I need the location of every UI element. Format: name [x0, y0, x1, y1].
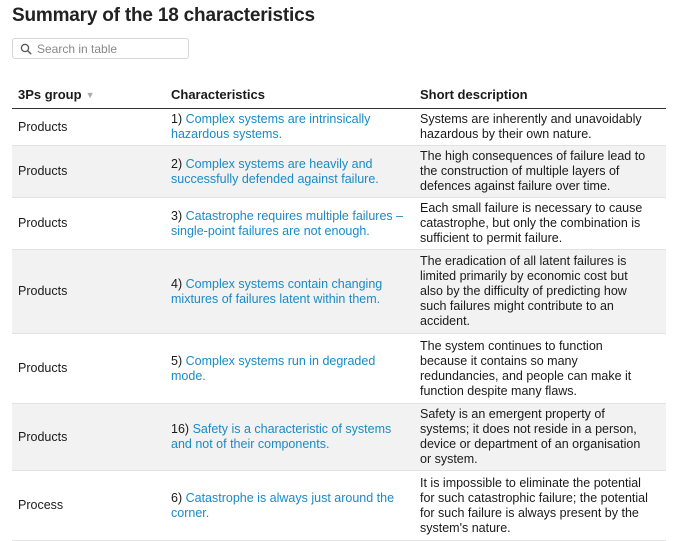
- characteristic-number: 3): [171, 208, 183, 223]
- page-title: Summary of the 18 characteristics: [12, 5, 315, 26]
- cell-description: [414, 471, 666, 541]
- table-row: [12, 471, 666, 541]
- column-header-description[interactable]: [414, 80, 666, 109]
- cell-description: [414, 334, 666, 404]
- cell-group: [12, 334, 165, 404]
- characteristic-link[interactable]: Complex systems are heavily and successfully defended against failure.: [171, 156, 379, 186]
- table-row: [12, 198, 666, 250]
- cell-group: [12, 109, 165, 146]
- cell-description: [414, 109, 666, 146]
- cell-characteristic: [165, 146, 414, 198]
- cell-characteristic: [165, 334, 414, 404]
- description-text: The eradication of all latent failures is limited primarily by economic cost but also by the difficulty of predicting how such failures might contribute to an accident.: [420, 254, 628, 328]
- table-row: [12, 404, 666, 471]
- column-header-label: Characteristics: [171, 86, 265, 102]
- table-header-row: [12, 80, 666, 109]
- group-text: Products: [18, 119, 68, 134]
- characteristic-link[interactable]: Complex systems run in degraded mode.: [171, 353, 376, 383]
- search-icon: [17, 40, 35, 58]
- characteristic-number: 2): [171, 156, 183, 171]
- cell-description: [414, 404, 666, 471]
- table-row: [12, 334, 666, 404]
- cell-characteristic: [165, 109, 414, 146]
- cell-group: [12, 404, 165, 471]
- cell-characteristic: [165, 250, 414, 334]
- column-header-label: Short description: [420, 86, 528, 102]
- column-header-label: 3Ps group: [18, 86, 82, 102]
- cell-group: [12, 146, 165, 198]
- description-text: Each small failure is necessary to cause catastrophe, but only the combination is sufficient to permit failure.: [420, 201, 643, 245]
- table-row: [12, 146, 666, 198]
- characteristics-table: [12, 80, 666, 541]
- group-text: Products: [18, 216, 68, 230]
- sort-arrow-icon[interactable]: ▼: [85, 89, 95, 100]
- characteristic-link[interactable]: Catastrophe is always just around the corner.: [171, 490, 395, 520]
- table-search[interactable]: [12, 38, 189, 59]
- characteristic-number: 1): [171, 112, 183, 126]
- group-text: Products: [18, 361, 68, 375]
- group-text: Products: [18, 429, 68, 444]
- description-text: It is impossible to eliminate the potential for such catastrophic failure; the potential for such failure is always present by the system's nature.: [420, 475, 648, 535]
- characteristic-number: 6): [171, 490, 183, 505]
- cell-description: [414, 250, 666, 334]
- description-text: Safety is an emergent property of systems; it does not reside in a person, device or department of an organisation or system.: [420, 407, 641, 466]
- characteristic-link[interactable]: Safety is a characteristic of systems and not of their components.: [171, 422, 392, 451]
- cell-characteristic: [165, 471, 414, 541]
- cell-characteristic: [165, 198, 414, 250]
- description-text: The system continues to function because it contains so many redundancies, and people can make it function despite many flaws.: [420, 338, 632, 398]
- characteristic-link[interactable]: Complex systems contain changing mixtures of failures latent within them.: [171, 276, 383, 306]
- characteristic-number: 5): [171, 353, 183, 368]
- cell-group: [12, 471, 165, 541]
- cell-group: [12, 198, 165, 250]
- table-row: [12, 109, 666, 146]
- group-text: Products: [18, 164, 68, 178]
- cell-description: [414, 198, 666, 250]
- characteristic-link[interactable]: Complex systems are intrinsically hazardous systems.: [171, 112, 371, 141]
- cell-group: [12, 250, 165, 334]
- search-input[interactable]: [35, 42, 177, 56]
- group-text: Products: [18, 284, 68, 298]
- column-header-characteristics[interactable]: [165, 80, 414, 109]
- characteristic-number: 16): [171, 422, 190, 436]
- characteristic-link[interactable]: Catastrophe requires multiple failures – single-point failures are not enough.: [171, 208, 404, 238]
- cell-characteristic: [165, 404, 414, 471]
- column-header-group[interactable]: [12, 80, 165, 109]
- description-text: The high consequences of failure lead to the construction of multiple layers of defences against failure over time.: [420, 149, 646, 193]
- characteristic-number: 4): [171, 276, 183, 291]
- table-row: [12, 250, 666, 334]
- group-text: Process: [18, 498, 64, 512]
- cell-description: [414, 146, 666, 198]
- description-text: Systems are inherently and unavoidably hazardous by their own nature.: [420, 112, 642, 141]
